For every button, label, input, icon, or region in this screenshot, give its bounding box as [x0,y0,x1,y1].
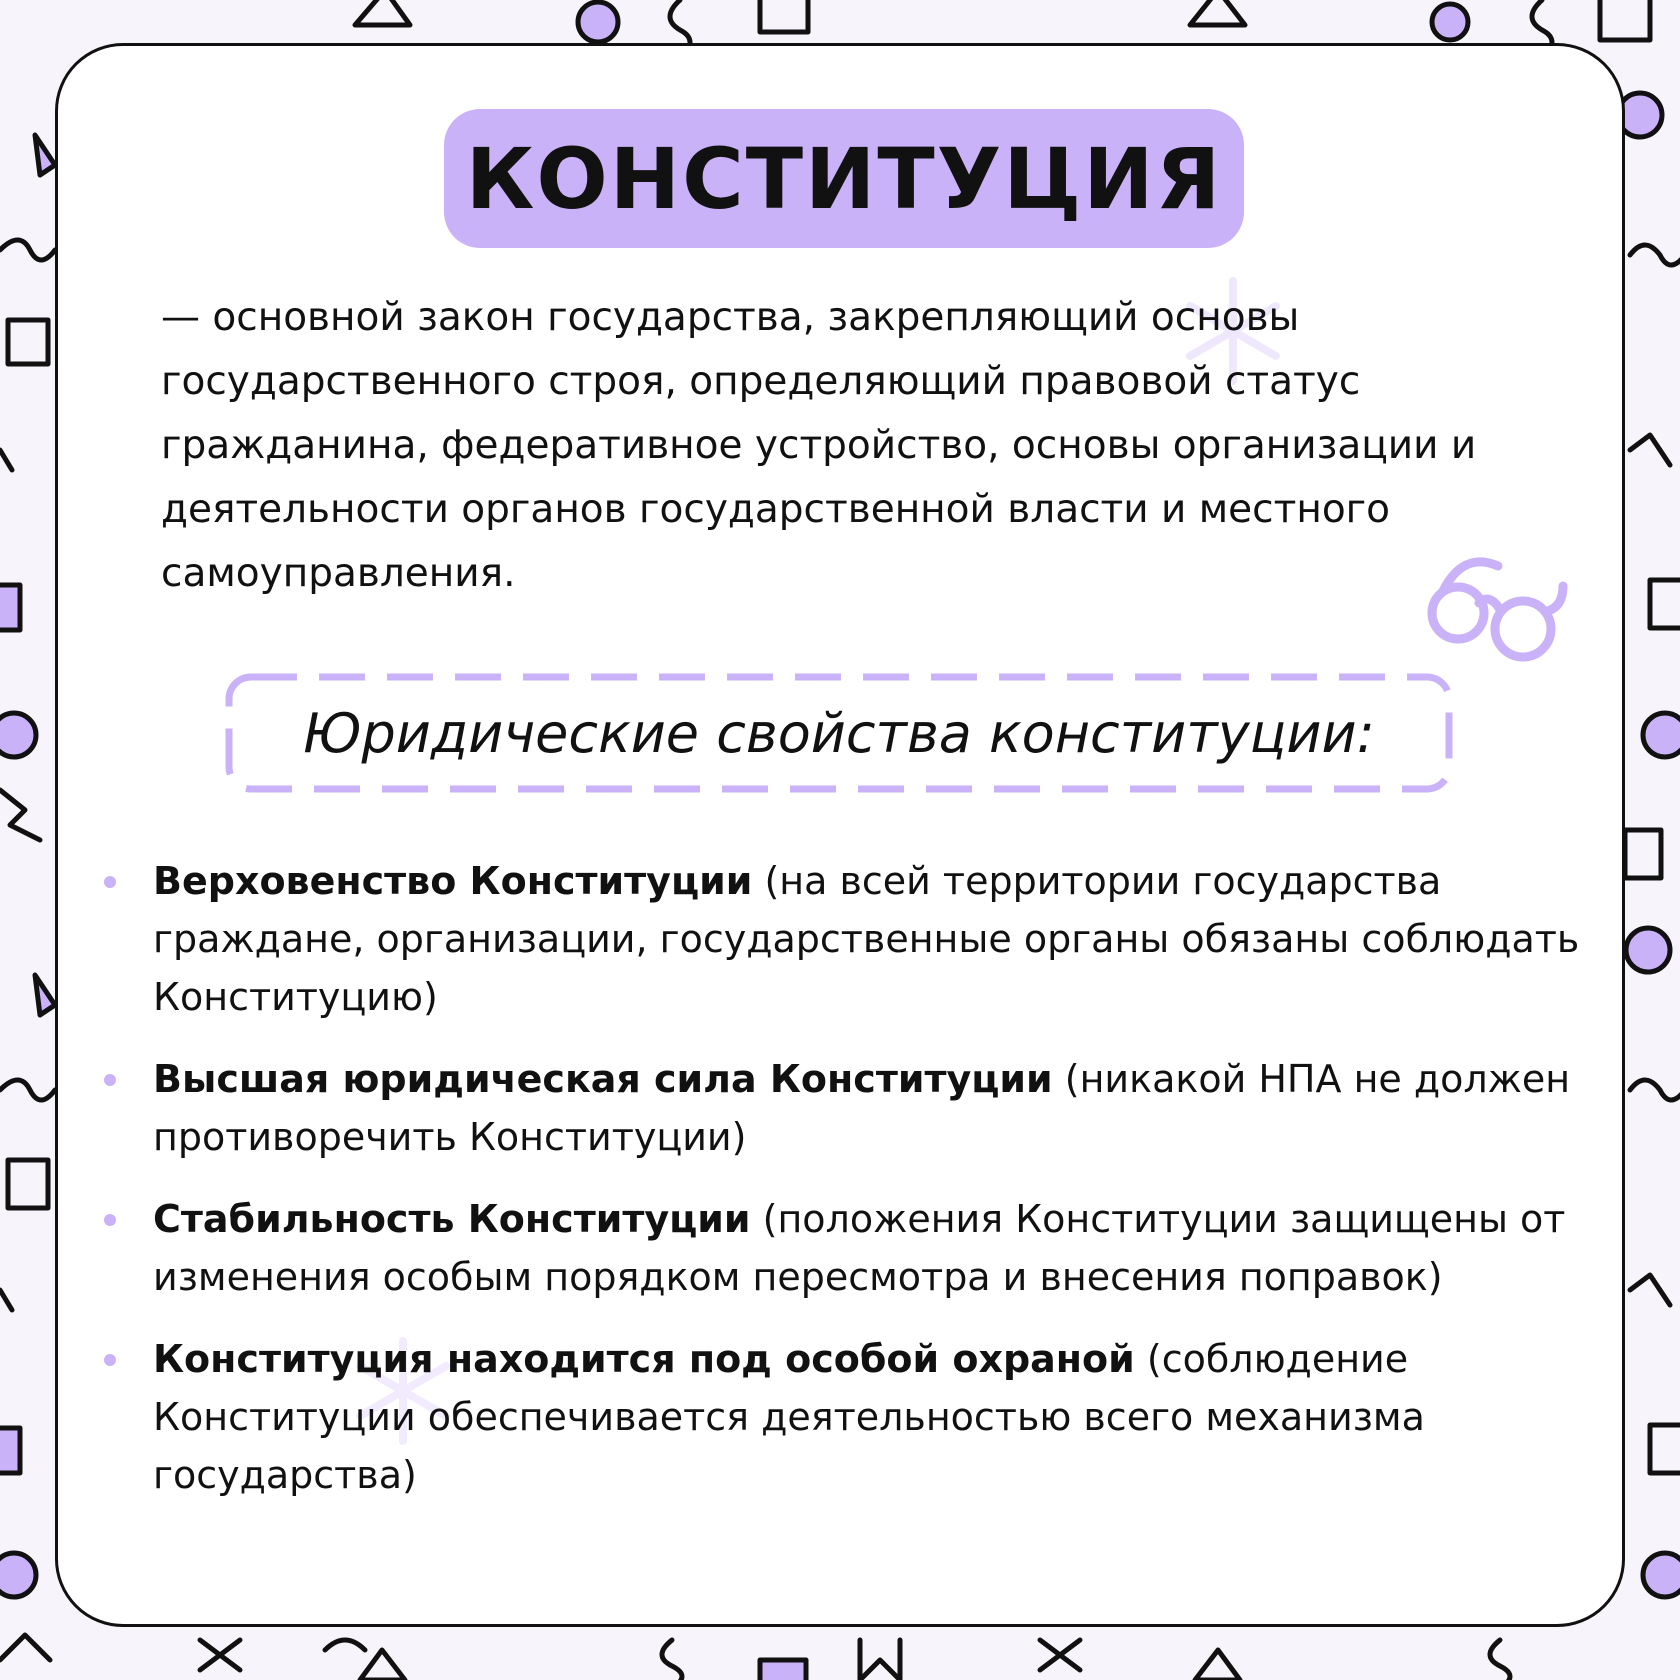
property-name: Конституция находится под особой охраной [153,1337,1135,1381]
bullet-icon [104,1354,116,1366]
subtitle-box [225,671,1453,795]
bullet-icon [104,876,116,888]
property-detail: (положения Конституции защищены от изменения особым порядком пересмотра и внесения поправок) [153,1197,1566,1299]
glasses-icon [1423,551,1573,671]
properties-list [98,852,1598,1528]
content-card [55,43,1625,1627]
property-detail: (никакой НПА не должен противоречить Конституции) [153,1057,1571,1159]
list-item [98,1050,1598,1166]
list-item [98,1190,1598,1306]
page-title: КОНСТИТУЦИЯ [465,129,1223,228]
bullet-icon [104,1074,116,1086]
subtitle: Юридические свойства конституции: [303,701,1375,765]
property-detail: (на всей территории государства граждане, организации, государственные органы обязаны соблюдать Конституцию) [153,859,1580,1019]
title-pill [444,109,1244,248]
property-detail: (соблюдение Конституции обеспечивается деятельностью всего механизма государства) [153,1337,1425,1497]
property-name: Верховенство Конституции [153,859,753,903]
property-name: Стабильность Конституции [153,1197,751,1241]
definition-text: — основной закон государства, закрепляющий основы государственного строя, определяющий правовой статус гражданина, федеративное устройство, основы организации и деятельности органов государственной власти и местного самоуправления. [161,295,1477,596]
list-item [98,1330,1598,1504]
property-name: Высшая юридическая сила Конституции [153,1057,1053,1101]
bullet-icon [104,1214,116,1226]
list-item [98,852,1598,1026]
